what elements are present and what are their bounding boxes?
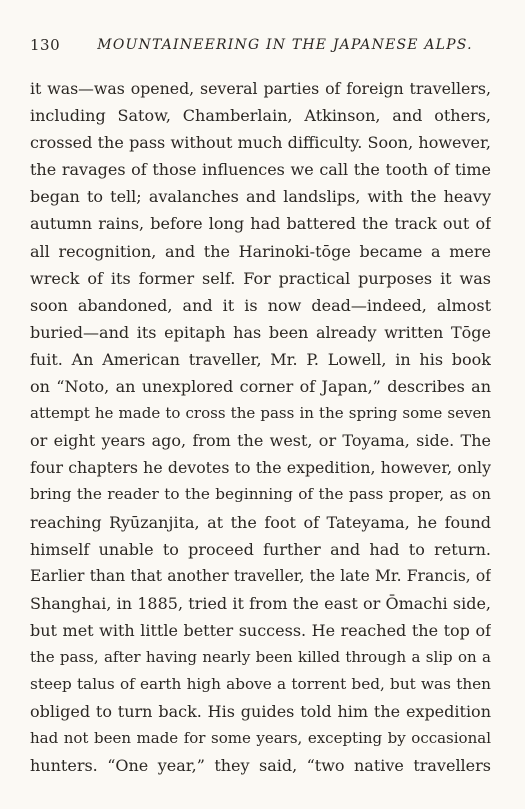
- text-line: on “Noto, an unexplored corner of Japan,” describes an: [30, 377, 491, 397]
- text-line: himself unable to proceed further and had to return.: [30, 539, 491, 559]
- text-line: had not been made for some years, excepting by occasional: [30, 729, 491, 748]
- text-line: four chapters he devotes to the expedition, however, only: [30, 458, 491, 478]
- text-line: the pass, after having nearly been killed through a slip on a: [30, 647, 491, 666]
- text-line: began to tell; avalanches and landslips, with the heavy: [30, 187, 491, 207]
- text-line: including Satow, Chamberlain, Atkinson, and others,: [30, 106, 491, 126]
- text-line: fuit. An American traveller, Mr. P. Lowell, in his book: [30, 349, 491, 369]
- text-line: Shanghai, in 1885, tried it from the east or Ōmachi side,: [30, 593, 491, 613]
- text-line: but met with little better success. He reached the top of: [30, 620, 491, 640]
- text-line: autumn rains, before long had battered the track out of: [30, 214, 491, 234]
- page-number: 130: [30, 36, 61, 54]
- running-title: MOUNTAINEERING IN THE JAPANESE ALPS.: [97, 37, 473, 53]
- text-line: hunters. “One year,” they said, “two native travellers: [30, 756, 491, 776]
- text-line: it was—was opened, several parties of foreign travellers,: [30, 79, 491, 98]
- text-line: steep talus of earth high above a torrent bed, but was then: [30, 675, 491, 694]
- running-head: [30, 33, 495, 57]
- text-line: or eight years ago, from the west, or Toyama, side. The: [30, 431, 491, 451]
- text-line: all recognition, and the Harinoki-tōge became a mere: [30, 241, 491, 261]
- text-line: reaching Ryūzanjita, at the foot of Tateyama, he found: [30, 512, 491, 532]
- body-text: [30, 75, 491, 779]
- text-line: buried—and its epitaph has been already written Tōge: [30, 322, 491, 342]
- text-line: attempt he made to cross the pass in the spring some seven: [30, 404, 491, 423]
- text-line: obliged to turn back. His guides told him the expedition: [30, 702, 491, 722]
- text-line: wreck of its former self. For practical purposes it was: [30, 268, 491, 288]
- text-line: bring the reader to the beginning of the pass proper, as on: [30, 485, 491, 504]
- text-line: Earlier than that another traveller, the late Mr. Francis, of: [30, 566, 491, 585]
- text-line: crossed the pass without much difficulty. Soon, however,: [30, 133, 491, 153]
- text-line: soon abandoned, and it is now dead—indeed, almost: [30, 295, 491, 315]
- text-line: the ravages of those influences we call the tooth of time: [30, 160, 491, 180]
